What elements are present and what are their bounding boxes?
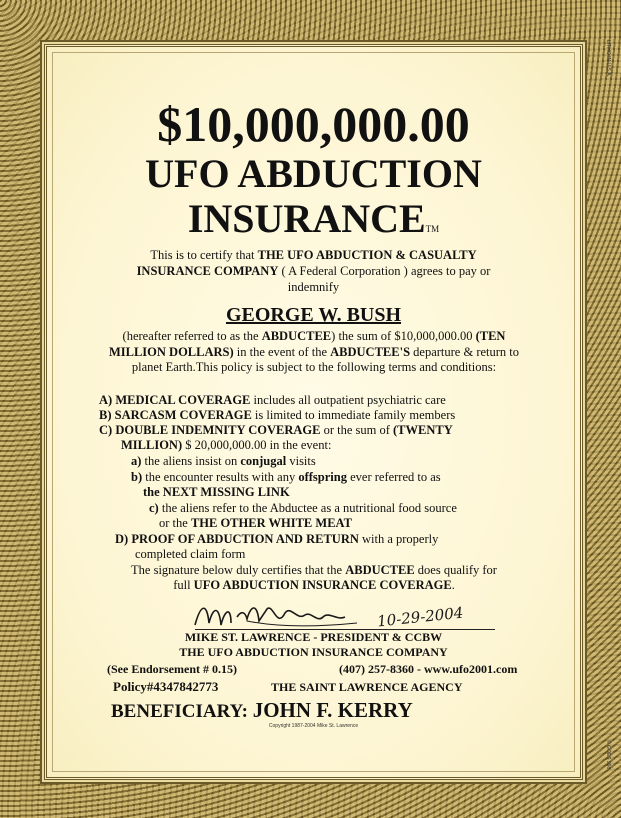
condition-d-line2: completed claim form [135,547,246,561]
agency-name: THE SAINT LAWRENCE AGENCY [271,680,463,694]
condition-c-twenty: (TWENTY [393,423,453,437]
insured-name: GEORGE W. BUSH [225,304,402,326]
closing-bold: UFO ABDUCTION INSURANCE COVERAGE [193,578,452,592]
certificate-title-line1: UFO ABDUCTION [145,151,482,196]
certificate-content [47,47,580,777]
sub-b-text: the encounter results with any [142,470,299,484]
closing-line2 [99,578,529,594]
condition-a-text: includes all outpatient psychiatric care [250,393,446,407]
copyright-notice: Copyright 1987-2004 Mike St. Lawrence [268,723,359,729]
closing-text-3: full [173,578,194,592]
title-word: INSURANCE [187,196,426,241]
closing-text: The signature below duly certifies that the [131,563,346,577]
certify-text-end: ( A Federal Corporation ) agrees to pay or indemnify [278,264,491,294]
sub-c-line2-text: or the [159,516,191,530]
beneficiary-name: JOHN F. KERRY [252,698,413,722]
condition-d [115,532,438,548]
condition-c-million: MILLION) [121,438,183,452]
policy-number: Policy#4347842773 [113,679,219,694]
sub-b-bold: offspring [298,470,347,484]
sub-condition-a [131,454,316,470]
sub-a-text: the aliens insist on [141,454,241,468]
side-print-top: LITHO IN U.S.A. [605,40,611,77]
endorsement-number: (See Endorsement # 0.15) [107,662,237,676]
para-text: in the event of the [233,344,331,359]
sub-a-label: a) [131,454,142,468]
condition-a [99,393,446,409]
abductees-term: ABDUCTEE'S [330,344,411,359]
sub-c-text: the aliens refer to the Abductee as a nutritional food source [158,501,457,515]
sub-b-label: b) [131,470,143,484]
certify-statement [117,247,510,295]
condition-c-text2: $ 20,000,000.00 in the event: [182,438,332,452]
sub-condition-c-line2 [159,516,352,532]
condition-b-text: is limited to immediate family members [251,408,456,422]
signature-date: 10-29-2004 [376,603,465,631]
condition-c-label: C) DOUBLE INDEMNITY COVERAGE [99,423,321,437]
condition-c-text: or the sum of [320,423,393,437]
condition-b-label: B) SARCASM COVERAGE [99,408,252,422]
abductee-term: ABDUCTEE [261,329,332,343]
company-caps: THE UFO ABDUCTION & CASUALTY INSURANCE COMPANY [136,248,477,278]
coverage-paragraph [99,329,529,376]
side-print-bottom: © GOES 998 [605,740,611,770]
sub-condition-b-line2: the NEXT MISSING LINK [143,485,290,499]
condition-b [99,408,455,424]
sub-c-line2-bold: THE OTHER WHITE MEAT [190,516,352,530]
company-name: THE UFO ABDUCTION INSURANCE COMPANY [179,645,448,659]
sub-a-bold: conjugal [240,454,287,468]
sub-c-label: c) [149,501,159,515]
para-text: departure & return to planet Earth.This policy is subject to the following terms and conditions: [131,344,520,374]
officer-title: MIKE ST. LAWRENCE - PRESIDENT & CCBW [184,630,443,644]
certify-text: This is to certify that [150,248,258,262]
condition-c [99,423,453,439]
closing-abductee: ABDUCTEE [345,563,415,577]
beneficiary [111,699,413,723]
sub-b-end: ever referred to as [346,470,441,484]
condition-d-text: with a properly [358,532,439,546]
condition-a-label: A) MEDICAL COVERAGE [99,393,251,407]
trademark-mark: TM [425,224,440,234]
phone-website: (407) 257-8360 - www.ufo2001.com [339,662,518,676]
sub-condition-b [131,470,441,486]
closing-text-2: does qualify for [414,563,497,577]
closing-line1 [99,563,529,579]
para-text: (hereafter referred to as the [122,329,262,343]
condition-c-line2 [121,438,331,454]
beneficiary-label: BENEFICIARY: [111,701,248,722]
certificate-title-line2 [47,197,580,251]
condition-d-label: D) PROOF OF ABDUCTION AND RETURN [115,532,359,546]
amount-words: (TEN MILLION DOLLARS) [108,329,506,359]
sub-a-end: visits [286,454,316,468]
certificate-frame [44,44,583,780]
closing-period: . [451,578,455,592]
coverage-amount: $10,000,000.00 [157,96,470,152]
para-text: ) the sum of $10,000,000.00 [331,329,476,343]
sub-condition-c [149,501,457,517]
